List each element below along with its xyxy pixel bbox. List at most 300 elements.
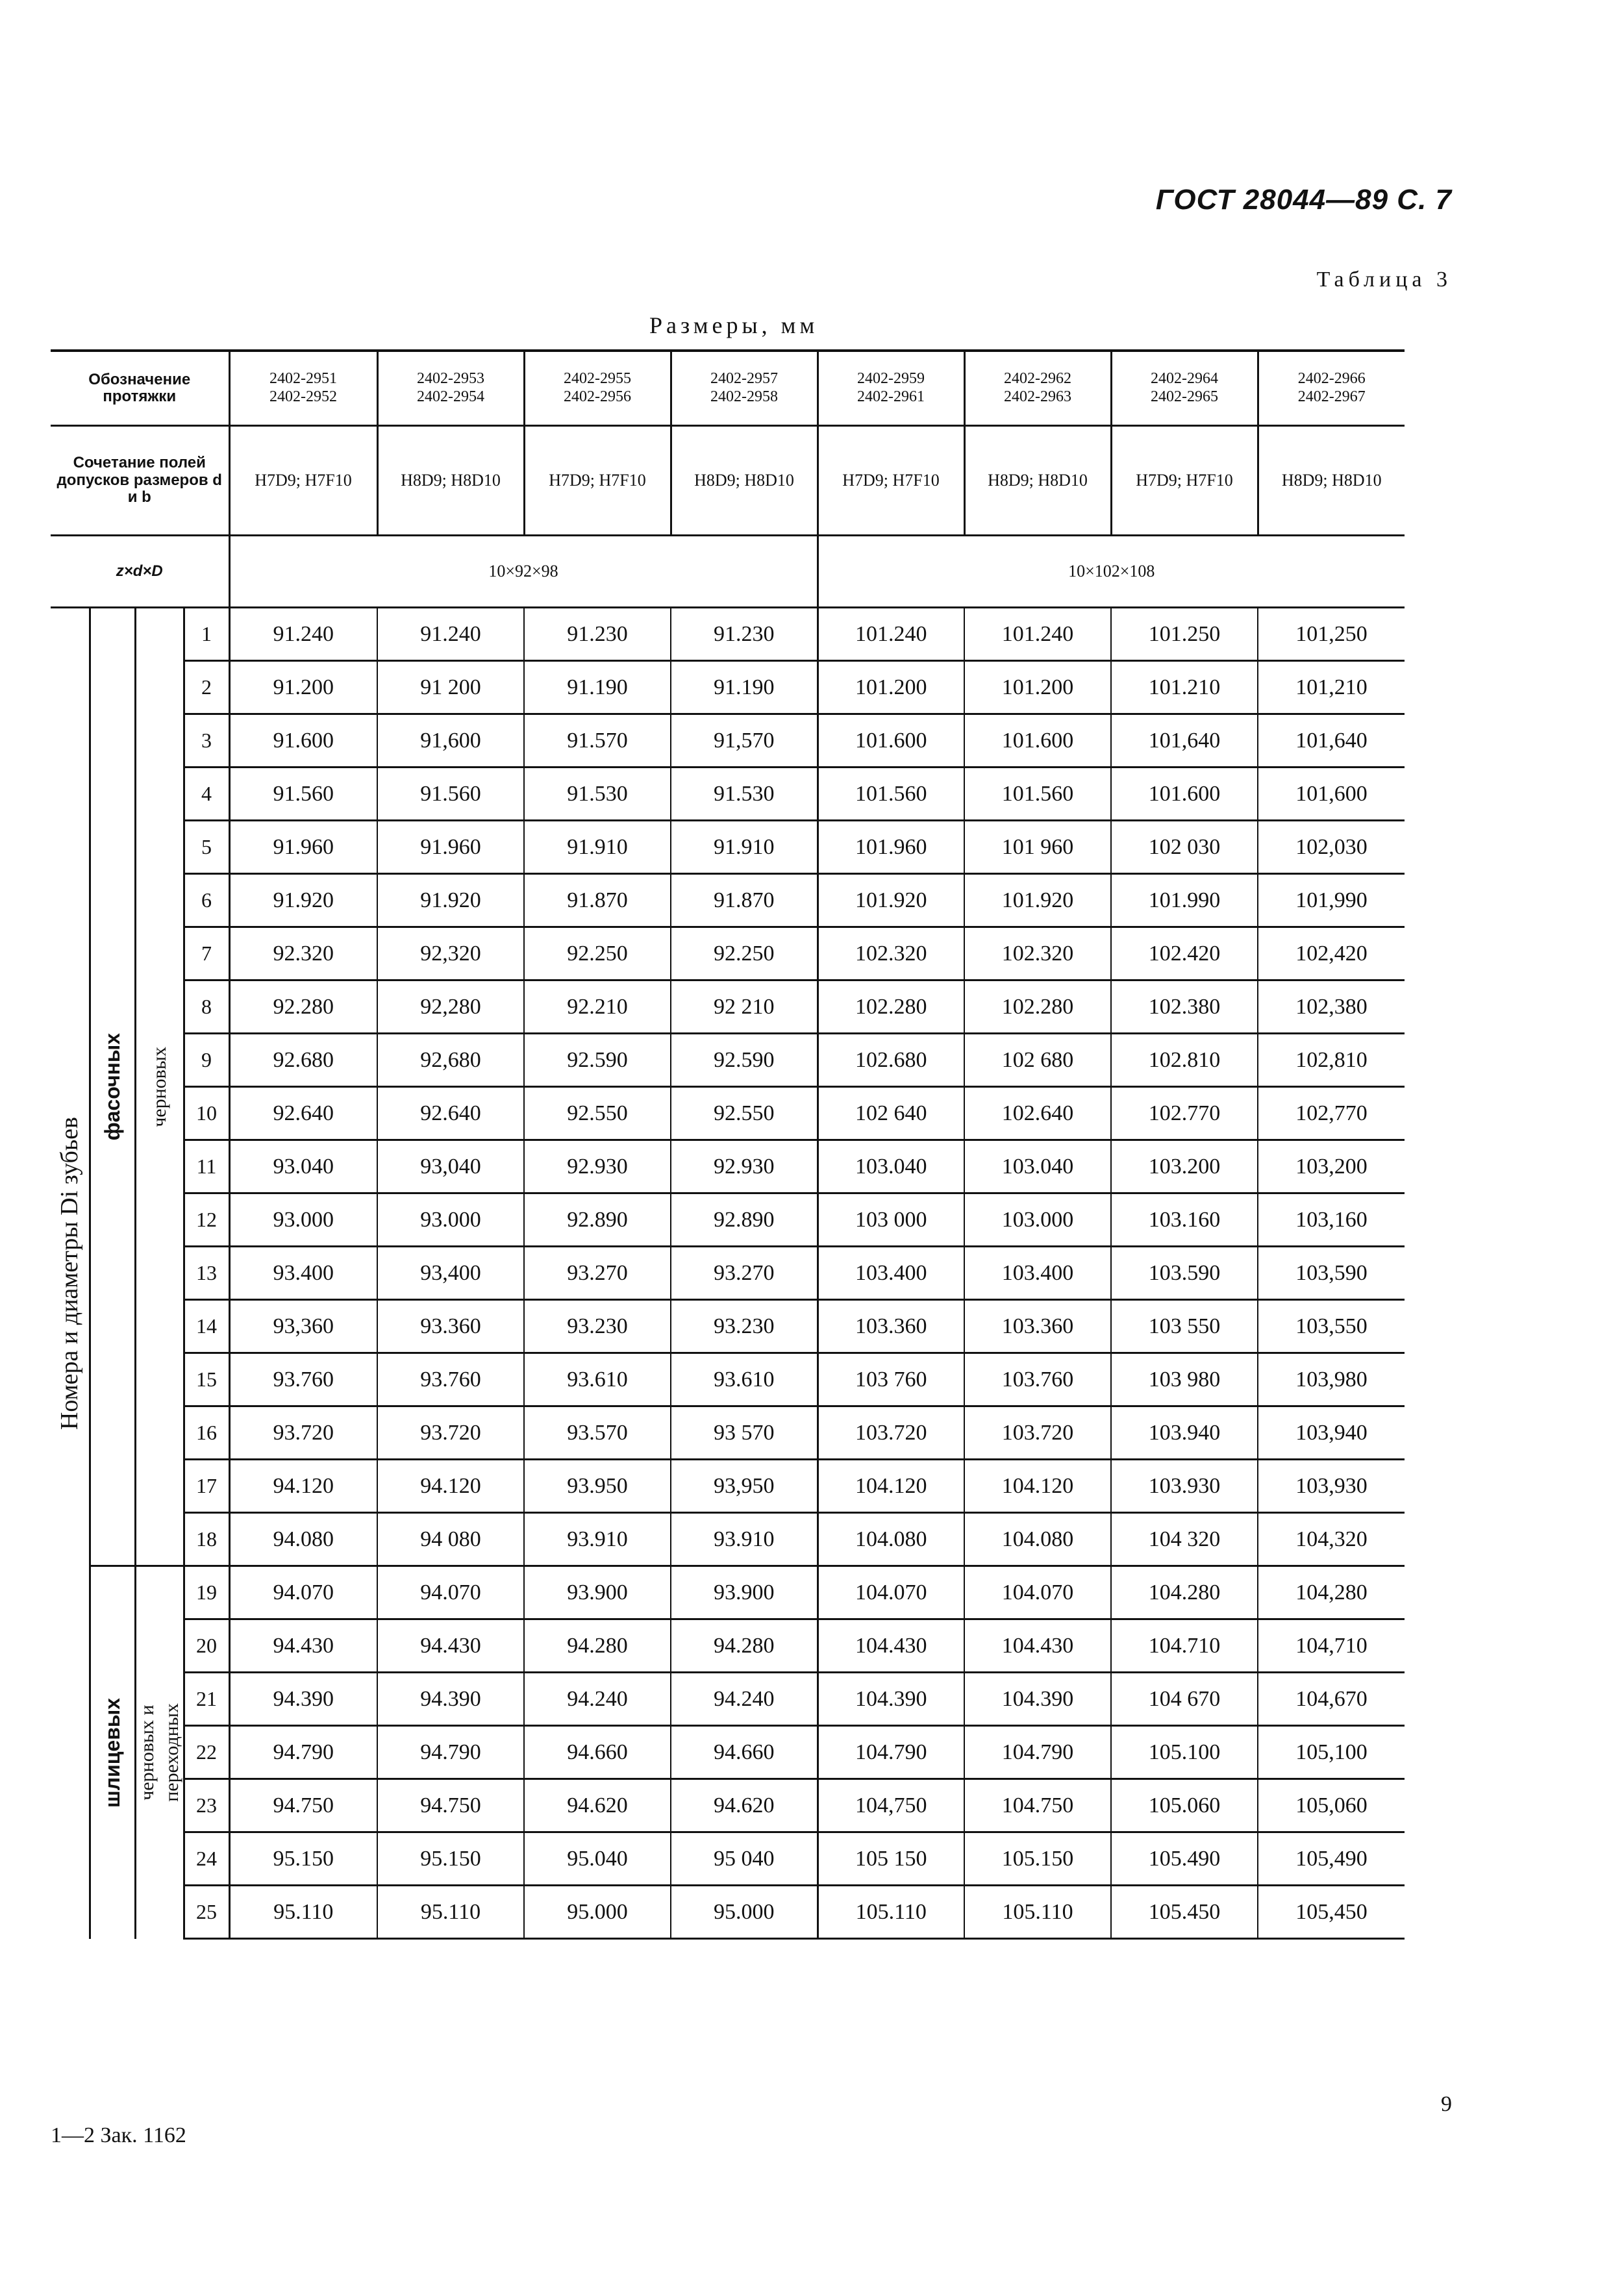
- diameter-value: 103,590: [1258, 1247, 1405, 1300]
- diameter-value: 103.040: [964, 1140, 1111, 1193]
- diameter-value: 101.920: [818, 874, 964, 927]
- subgroup-line: черновых и: [136, 1704, 158, 1801]
- table-row: [51, 768, 1405, 821]
- designation-cell: [524, 351, 671, 426]
- diameter-value: 101 960: [964, 821, 1111, 874]
- table-row: [51, 980, 1405, 1034]
- diameter-value: 103.200: [1111, 1140, 1258, 1193]
- tooth-number: 18: [184, 1513, 229, 1566]
- side-label: Номера и диаметры Di зубьев: [56, 1117, 84, 1430]
- diameter-value: 95 040: [671, 1832, 818, 1886]
- tolerance-cell: H8D9; H8D10: [377, 426, 524, 536]
- document-header: ГОСТ 28044—89 С. 7: [1155, 184, 1452, 216]
- diameter-value: 93.900: [671, 1566, 818, 1619]
- diameter-value: 102,380: [1258, 980, 1405, 1034]
- diameter-value: 102,810: [1258, 1034, 1405, 1087]
- diameter-value: 103,200: [1258, 1140, 1405, 1193]
- diameter-value: 94.620: [524, 1779, 671, 1832]
- subgroup-chernovyh-perehodnyh-cell: [135, 1566, 184, 1939]
- tooth-number: 4: [184, 768, 229, 821]
- diameter-value: 93.230: [524, 1300, 671, 1353]
- diameter-value: 103.160: [1111, 1193, 1258, 1247]
- tooth-number: 7: [184, 927, 229, 980]
- table-row: [51, 1087, 1405, 1140]
- diameter-value: 93.000: [229, 1193, 377, 1247]
- diameter-value: 95.000: [671, 1886, 818, 1939]
- diameter-value: 94.790: [229, 1726, 377, 1779]
- diameter-value: 94.070: [377, 1566, 524, 1619]
- table-row: [51, 1566, 1405, 1619]
- table-row: [51, 1140, 1405, 1193]
- diameter-value: 91.910: [524, 821, 671, 874]
- diameter-value: 101.600: [818, 714, 964, 768]
- diameter-value: 101.250: [1111, 608, 1258, 661]
- diameter-value: 91.920: [377, 874, 524, 927]
- diameter-value: 102.320: [964, 927, 1111, 980]
- designation-code: 2402-2963: [1004, 388, 1071, 405]
- diameter-value: 102.640: [964, 1087, 1111, 1140]
- diameter-value: 94.390: [229, 1673, 377, 1726]
- diameter-value: 103.720: [818, 1406, 964, 1460]
- diameter-value: 94.620: [671, 1779, 818, 1832]
- diameter-value: 95.110: [229, 1886, 377, 1939]
- diameter-value: 94.750: [377, 1779, 524, 1832]
- diameter-value: 102.810: [1111, 1034, 1258, 1087]
- diameter-value: 92.250: [671, 927, 818, 980]
- diameter-value: 91.920: [229, 874, 377, 927]
- diameter-value: 93,360: [229, 1300, 377, 1353]
- designation-code: 2402-2954: [417, 388, 484, 405]
- diameter-value: 91.960: [377, 821, 524, 874]
- diameter-value: 101,250: [1258, 608, 1405, 661]
- diameter-value: 104.750: [964, 1779, 1111, 1832]
- group-fasochnyh-cell: [90, 608, 135, 1566]
- diameter-value: 91.190: [524, 661, 671, 714]
- diameter-value: 95.110: [377, 1886, 524, 1939]
- diameter-value: 105,060: [1258, 1779, 1405, 1832]
- tooth-number: 25: [184, 1886, 229, 1939]
- diameter-value: 94.280: [524, 1619, 671, 1673]
- diameter-value: 104.070: [818, 1566, 964, 1619]
- diameter-value: 91 200: [377, 661, 524, 714]
- diameter-value: 91.870: [524, 874, 671, 927]
- diameter-value: 93,040: [377, 1140, 524, 1193]
- size-cell: 10×102×108: [818, 536, 1405, 608]
- diameter-value: 93.610: [524, 1353, 671, 1406]
- diameter-value: 92.930: [671, 1140, 818, 1193]
- diameter-value: 93.610: [671, 1353, 818, 1406]
- diameter-value: 101,600: [1258, 768, 1405, 821]
- diameter-value: 104 670: [1111, 1673, 1258, 1726]
- diameter-value: 103.760: [964, 1353, 1111, 1406]
- diameter-value: 92,320: [377, 927, 524, 980]
- diameter-value: 93.400: [229, 1247, 377, 1300]
- diameter-value: 92.590: [671, 1034, 818, 1087]
- diameter-value: 102.380: [1111, 980, 1258, 1034]
- table-row: [51, 927, 1405, 980]
- diameter-value: 104.120: [818, 1460, 964, 1513]
- diameter-value: 104.430: [964, 1619, 1111, 1673]
- tolerance-cell: H7D9; H7F10: [1111, 426, 1258, 536]
- diameter-value: 93.720: [229, 1406, 377, 1460]
- diameter-value: 102 680: [964, 1034, 1111, 1087]
- diameter-value: 94.660: [524, 1726, 671, 1779]
- table-row: [51, 1460, 1405, 1513]
- table-row: [51, 1513, 1405, 1566]
- diameter-value: 93.910: [671, 1513, 818, 1566]
- tooth-number: 22: [184, 1726, 229, 1779]
- diameter-value: 103.360: [964, 1300, 1111, 1353]
- diameter-value: 104.120: [964, 1460, 1111, 1513]
- diameter-value: 92.640: [229, 1087, 377, 1140]
- diameter-value: 103.000: [964, 1193, 1111, 1247]
- diameter-value: 92 210: [671, 980, 818, 1034]
- designation-cell: [1111, 351, 1258, 426]
- diameter-value: 101.200: [818, 661, 964, 714]
- diameter-value: 102 030: [1111, 821, 1258, 874]
- diameter-value: 91.570: [524, 714, 671, 768]
- diameter-value: 104,670: [1258, 1673, 1405, 1726]
- table-row: [51, 1779, 1405, 1832]
- designation-cell: [818, 351, 964, 426]
- diameter-value: 101.560: [964, 768, 1111, 821]
- diameter-value: 92.640: [377, 1087, 524, 1140]
- tooth-number: 13: [184, 1247, 229, 1300]
- diameter-value: 93.360: [377, 1300, 524, 1353]
- subgroup-line: переходных: [160, 1703, 182, 1803]
- diameter-value: 101,640: [1111, 714, 1258, 768]
- group-shlitsevyh-cell: [90, 1566, 135, 1939]
- header-row-tolerance: [51, 426, 1405, 536]
- diameter-value: 94.280: [671, 1619, 818, 1673]
- diameter-value: 102.320: [818, 927, 964, 980]
- diameter-value: 102.420: [1111, 927, 1258, 980]
- diameter-value: 94.240: [671, 1673, 818, 1726]
- diameter-value: 95.150: [377, 1832, 524, 1886]
- tooth-number: 20: [184, 1619, 229, 1673]
- diameter-value: 93.040: [229, 1140, 377, 1193]
- diameter-value: 91.200: [229, 661, 377, 714]
- table-row: [51, 1832, 1405, 1886]
- diameter-value: 101.600: [1111, 768, 1258, 821]
- diameter-value: 103,980: [1258, 1353, 1405, 1406]
- diameter-value: 93.270: [671, 1247, 818, 1300]
- diameter-value: 104,710: [1258, 1619, 1405, 1673]
- diameter-value: 92.590: [524, 1034, 671, 1087]
- tooth-number: 17: [184, 1460, 229, 1513]
- tooth-number: 3: [184, 714, 229, 768]
- diameter-value: 102 640: [818, 1087, 964, 1140]
- tolerance-cell: H8D9; H8D10: [964, 426, 1111, 536]
- diameter-value: 93,400: [377, 1247, 524, 1300]
- diameter-value: 105.110: [818, 1886, 964, 1939]
- table-row: [51, 1406, 1405, 1460]
- diameter-value: 92.550: [671, 1087, 818, 1140]
- diameter-value: 105,450: [1258, 1886, 1405, 1939]
- diameter-value: 101,990: [1258, 874, 1405, 927]
- diameter-value: 94.390: [377, 1673, 524, 1726]
- tooth-number: 2: [184, 661, 229, 714]
- diameter-value: 103 550: [1111, 1300, 1258, 1353]
- diameter-value: 105.490: [1111, 1832, 1258, 1886]
- diameter-value: 102,420: [1258, 927, 1405, 980]
- table-row: [51, 714, 1405, 768]
- diameter-value: 105.100: [1111, 1726, 1258, 1779]
- designation-cell: [229, 351, 377, 426]
- diameter-value: 104.790: [818, 1726, 964, 1779]
- table-row: [51, 1726, 1405, 1779]
- diameter-value: 92.890: [524, 1193, 671, 1247]
- diameter-value: 94.750: [229, 1779, 377, 1832]
- diameter-value: 93.270: [524, 1247, 671, 1300]
- diameter-value: 93.230: [671, 1300, 818, 1353]
- designation-cell: [377, 351, 524, 426]
- diameter-value: 102,770: [1258, 1087, 1405, 1140]
- group-fasochnyh: фасочных: [100, 1032, 124, 1141]
- tolerance-cell: H8D9; H8D10: [1258, 426, 1405, 536]
- diameter-value: 104.390: [964, 1673, 1111, 1726]
- units-caption: Размеры, мм: [649, 312, 819, 338]
- diameter-value: 103,940: [1258, 1406, 1405, 1460]
- table-row: [51, 1300, 1405, 1353]
- diameter-value: 94.660: [671, 1726, 818, 1779]
- tooth-number: 8: [184, 980, 229, 1034]
- designation-code: 2402-2965: [1151, 388, 1218, 405]
- diameter-value: 92.680: [229, 1034, 377, 1087]
- diameter-value: 102.770: [1111, 1087, 1258, 1140]
- diameter-value: 102.280: [964, 980, 1111, 1034]
- diameter-value: 101.240: [818, 608, 964, 661]
- tooth-number: 11: [184, 1140, 229, 1193]
- diameter-value: 101.920: [964, 874, 1111, 927]
- table-row: [51, 608, 1405, 661]
- diameter-value: 94 080: [377, 1513, 524, 1566]
- diameter-value: 93,950: [671, 1460, 818, 1513]
- diameter-value: 93.910: [524, 1513, 671, 1566]
- diameter-value: 103.940: [1111, 1406, 1258, 1460]
- tooth-number: 9: [184, 1034, 229, 1087]
- designation-code: 2402-2961: [857, 388, 925, 405]
- diameter-value: 102.280: [818, 980, 964, 1034]
- tooth-number: 15: [184, 1353, 229, 1406]
- diameter-value: 92.320: [229, 927, 377, 980]
- table-row: [51, 1247, 1405, 1300]
- tooth-number: 10: [184, 1087, 229, 1140]
- diameter-value: 103.360: [818, 1300, 964, 1353]
- diameter-value: 104.430: [818, 1619, 964, 1673]
- size-label: z×d×D: [51, 536, 229, 608]
- subgroup-chernovyh-perehodnyh: [136, 1703, 183, 1802]
- diameter-value: 92.210: [524, 980, 671, 1034]
- diameter-value: 91.870: [671, 874, 818, 927]
- tolerance-cell: H7D9; H7F10: [524, 426, 671, 536]
- diameter-value: 91,600: [377, 714, 524, 768]
- diameter-value: 103.590: [1111, 1247, 1258, 1300]
- table-row: [51, 1673, 1405, 1726]
- diameter-value: 104 320: [1111, 1513, 1258, 1566]
- diameter-value: 94.240: [524, 1673, 671, 1726]
- diameter-value: 104,320: [1258, 1513, 1405, 1566]
- tolerance-cell: H7D9; H7F10: [818, 426, 964, 536]
- designation-code: 2402-2951: [269, 370, 337, 388]
- diameter-value: 95.040: [524, 1832, 671, 1886]
- diameter-value: 105 150: [818, 1832, 964, 1886]
- diameter-value: 104.070: [964, 1566, 1111, 1619]
- table-row: [51, 661, 1405, 714]
- tooth-number: 16: [184, 1406, 229, 1460]
- diameter-value: 103.040: [818, 1140, 964, 1193]
- designation-code: 2402-2953: [417, 370, 484, 388]
- table-row: [51, 874, 1405, 927]
- diameter-value: 101,210: [1258, 661, 1405, 714]
- diameter-value: 95.150: [229, 1832, 377, 1886]
- diameter-value: 103.930: [1111, 1460, 1258, 1513]
- diameter-value: 91.960: [229, 821, 377, 874]
- designation-cell: [1258, 351, 1405, 426]
- diameter-value: 103.720: [964, 1406, 1111, 1460]
- diameter-value: 94.430: [229, 1619, 377, 1673]
- diameter-value: 91.240: [229, 608, 377, 661]
- diameter-value: 92.550: [524, 1087, 671, 1140]
- diameter-value: 92,280: [377, 980, 524, 1034]
- diameter-value: 101.990: [1111, 874, 1258, 927]
- designation-cell: [964, 351, 1111, 426]
- table-row: [51, 1886, 1405, 1939]
- subgroup-chernovyh-cell: [135, 608, 184, 1566]
- designation-code: 2402-2957: [710, 370, 778, 388]
- subgroup-chernovyh: черновых: [148, 1046, 170, 1127]
- diameter-value: 104.790: [964, 1726, 1111, 1779]
- diameter-value: 101.600: [964, 714, 1111, 768]
- tooth-number: 1: [184, 608, 229, 661]
- size-cell: 10×92×98: [229, 536, 818, 608]
- diameter-value: 105.450: [1111, 1886, 1258, 1939]
- tooth-number: 5: [184, 821, 229, 874]
- diameter-value: 94.070: [229, 1566, 377, 1619]
- designation-code: 2402-2952: [269, 388, 337, 405]
- designation-cell: [671, 351, 818, 426]
- diameter-value: 94.430: [377, 1619, 524, 1673]
- diameter-value: 91.910: [671, 821, 818, 874]
- diameter-value: 104.080: [818, 1513, 964, 1566]
- diameter-value: 103,550: [1258, 1300, 1405, 1353]
- designation-code: 2402-2956: [564, 388, 631, 405]
- diameter-value: 94.790: [377, 1726, 524, 1779]
- diameter-value: 91.240: [377, 608, 524, 661]
- diameter-value: 93.570: [524, 1406, 671, 1460]
- side-label-cell: [51, 608, 90, 1939]
- diameter-value: 92.250: [524, 927, 671, 980]
- diameter-value: 94.080: [229, 1513, 377, 1566]
- diameter-value: 91,570: [671, 714, 818, 768]
- designation-code: 2402-2955: [564, 370, 631, 388]
- diameter-value: 104,280: [1258, 1566, 1405, 1619]
- diameter-value: 101.210: [1111, 661, 1258, 714]
- diameter-value: 91.230: [671, 608, 818, 661]
- tooth-number: 21: [184, 1673, 229, 1726]
- table-label: Таблица 3: [1316, 268, 1452, 292]
- diameter-value: 93.000: [377, 1193, 524, 1247]
- diameter-value: 91.190: [671, 661, 818, 714]
- diameter-value: 91.560: [229, 768, 377, 821]
- diameter-value: 92.930: [524, 1140, 671, 1193]
- diameter-value: 101,640: [1258, 714, 1405, 768]
- tolerance-cell: H7D9; H7F10: [229, 426, 377, 536]
- diameter-value: 103.400: [964, 1247, 1111, 1300]
- diameter-value: 104.710: [1111, 1619, 1258, 1673]
- diameter-value: 102,030: [1258, 821, 1405, 874]
- diameter-value: 91.530: [671, 768, 818, 821]
- diameter-value: 92.280: [229, 980, 377, 1034]
- designation-code: 2402-2962: [1004, 370, 1071, 388]
- tolerance-label: Сочетание полей допусков размеров d и b: [51, 426, 229, 536]
- table-row: [51, 1193, 1405, 1247]
- diameter-value: 93.950: [524, 1460, 671, 1513]
- diameter-value: 105,490: [1258, 1832, 1405, 1886]
- diameter-value: 91.560: [377, 768, 524, 821]
- diameter-value: 102.680: [818, 1034, 964, 1087]
- diameter-value: 91.530: [524, 768, 671, 821]
- diameter-value: 105.060: [1111, 1779, 1258, 1832]
- tooth-number: 23: [184, 1779, 229, 1832]
- tooth-number: 19: [184, 1566, 229, 1619]
- diameter-value: 92,680: [377, 1034, 524, 1087]
- diameter-value: 105,100: [1258, 1726, 1405, 1779]
- diameter-value: 104.080: [964, 1513, 1111, 1566]
- designation-code: 2402-2964: [1151, 370, 1218, 388]
- tooth-number: 12: [184, 1193, 229, 1247]
- group-shlitsevyh: шлицевых: [100, 1697, 124, 1808]
- diameter-value: 94.120: [377, 1460, 524, 1513]
- designation-code: 2402-2966: [1297, 370, 1366, 388]
- diameter-value: 103.400: [818, 1247, 964, 1300]
- footer-order-number: 1—2 Зак. 1162: [51, 2123, 186, 2147]
- tooth-number: 24: [184, 1832, 229, 1886]
- diameter-value: 105.150: [964, 1832, 1111, 1886]
- diameter-value: 104,750: [818, 1779, 964, 1832]
- designation-label: Обозначение протяжки: [51, 351, 229, 426]
- tooth-number: 6: [184, 874, 229, 927]
- diameter-value: 91.230: [524, 608, 671, 661]
- diameter-value: 92.890: [671, 1193, 818, 1247]
- diameter-value: 103,160: [1258, 1193, 1405, 1247]
- diameter-value: 93.760: [229, 1353, 377, 1406]
- diameter-value: 93 570: [671, 1406, 818, 1460]
- diameter-value: 93.900: [524, 1566, 671, 1619]
- diameter-value: 103 000: [818, 1193, 964, 1247]
- page-number: 9: [1441, 2092, 1452, 2116]
- designation-code: 2402-2967: [1297, 388, 1366, 405]
- table-row: [51, 821, 1405, 874]
- tolerance-cell: H8D9; H8D10: [671, 426, 818, 536]
- diameter-value: 105.110: [964, 1886, 1111, 1939]
- diameter-value: 101.960: [818, 821, 964, 874]
- diameter-value: 91.600: [229, 714, 377, 768]
- diameter-value: 101.560: [818, 768, 964, 821]
- diameter-value: 93.720: [377, 1406, 524, 1460]
- tooth-number: 14: [184, 1300, 229, 1353]
- table-row: [51, 1619, 1405, 1673]
- diameter-value: 93.760: [377, 1353, 524, 1406]
- diameter-value: 103 980: [1111, 1353, 1258, 1406]
- diameter-value: 103,930: [1258, 1460, 1405, 1513]
- dimension-table: [51, 349, 1405, 1940]
- diameter-value: 101.240: [964, 608, 1111, 661]
- diameter-value: 103 760: [818, 1353, 964, 1406]
- diameter-value: 104.390: [818, 1673, 964, 1726]
- diameter-value: 104.280: [1111, 1566, 1258, 1619]
- diameter-value: 95.000: [524, 1886, 671, 1939]
